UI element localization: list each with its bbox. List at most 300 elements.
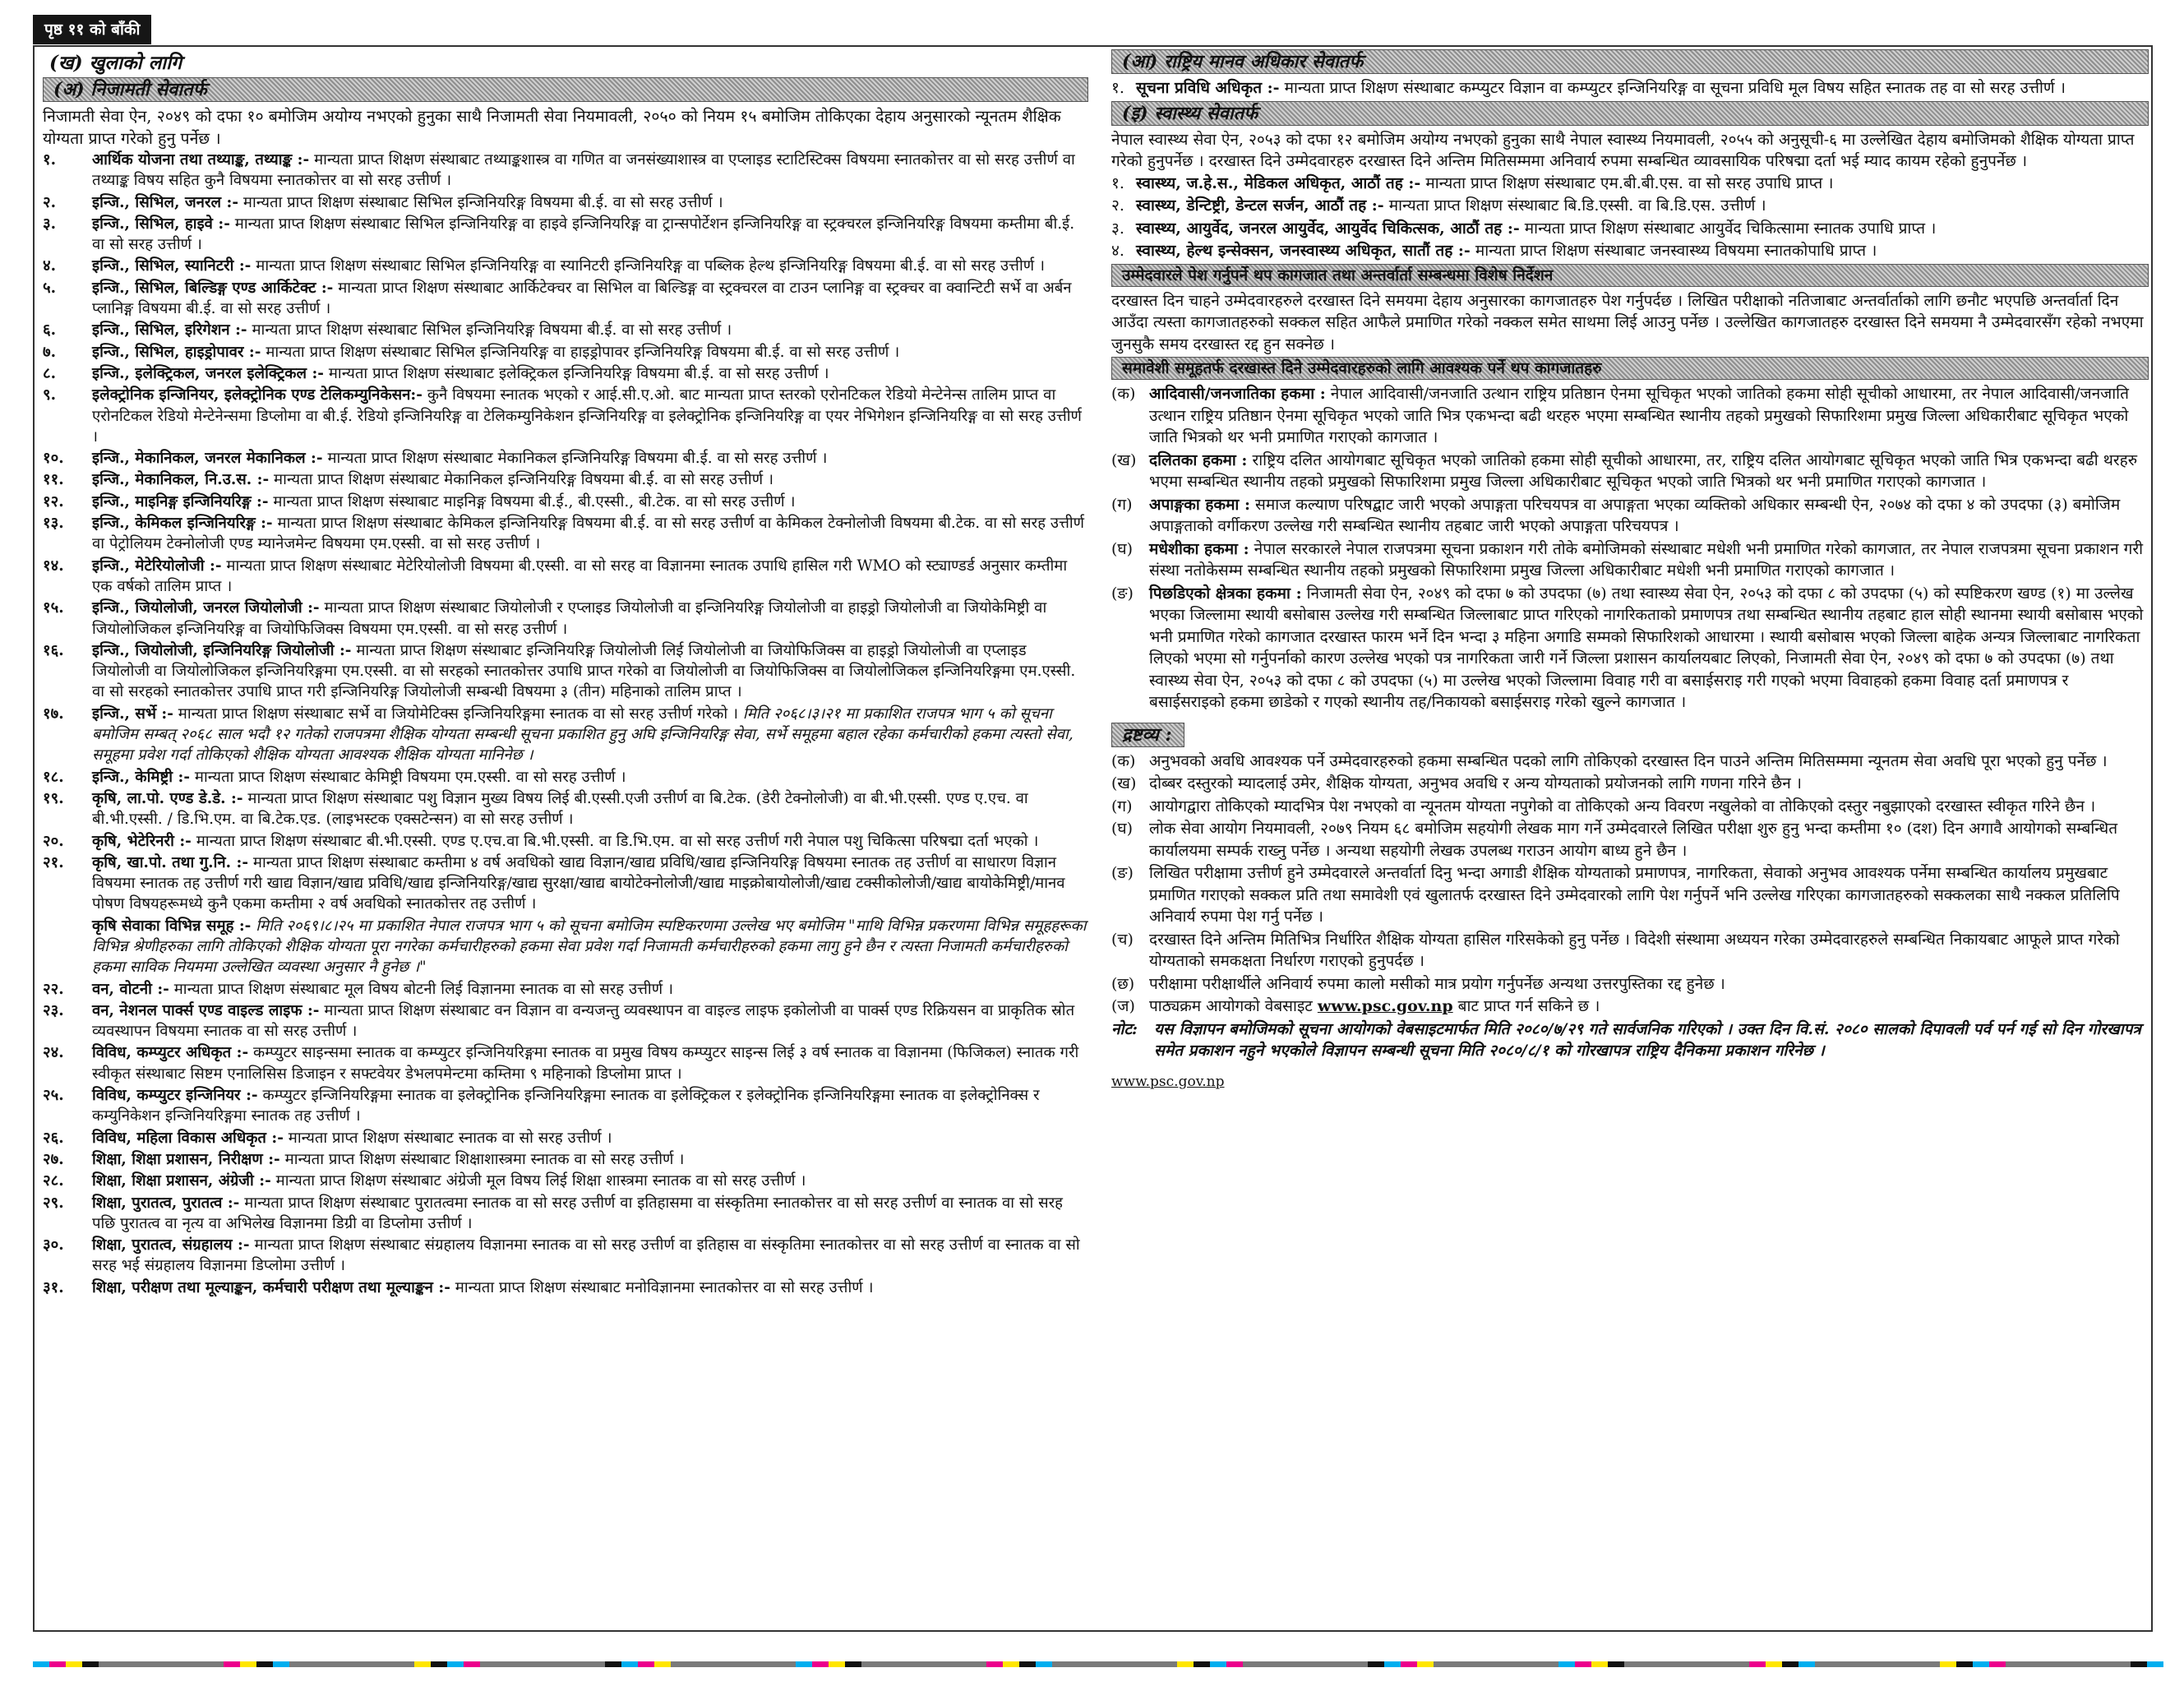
health-item-number: २. — [1111, 196, 1124, 215]
qualification-item-text — [92, 788, 1088, 830]
inclusive-item — [1111, 383, 2149, 449]
color-swatch — [621, 1661, 638, 1667]
color-swatch — [1956, 1661, 1973, 1667]
qualification-item-number: ८. — [43, 364, 57, 382]
qualification-item-description: मान्यता प्राप्त शिक्षण संस्थाबाट तथ्याङ्कशास्त्र वा गणित वा जनसंख्याशास्त्र वा एप्लाइड स्टाटिस्टिक्स विषयमा स्नातकोत्तर वा सो सरह उत्तीर्ण वा तथ्याङ्क विषय सहित कुनै विषयमा स्नातकोत्तर वा सो सरह उत्तीर्ण । — [92, 151, 1075, 190]
color-swatch — [2147, 1661, 2163, 1667]
inclusive-item-text — [1149, 494, 2149, 538]
health-item-title: स्वास्थ्य, आयुर्वेद, जनरल आयुर्वेद, आयुर्वेद चिकित्सक, आठौं तह :- — [1136, 219, 1520, 238]
health-item-text — [1136, 240, 2149, 262]
qualification-list — [43, 150, 1088, 1298]
qualification-item-text — [92, 1085, 1088, 1127]
qualification-item-description: मान्यता प्राप्त शिक्षण संस्थाबाट सिभिल इन्जिनियरिङ्ग विषयमा बी.ई. वा सो सरह उत्तीर्ण । — [238, 193, 723, 211]
color-swatch — [256, 1661, 273, 1667]
note-item — [1111, 996, 2149, 1018]
health-item-text — [1136, 218, 2149, 240]
final-note-label: नोट: — [1111, 1019, 1138, 1038]
note-item-description: आयोगद्वारा तोकिएको म्यादभित्र पेश नभएको वा न्यूनतम योग्यता नपुगेको वा तोकिएको अन्य विवरण नखुलेको वा तोकिएको दस्तुर नबुझाएको दरखास्त स्वीकृत गरिने छैन । — [1149, 797, 2096, 815]
health-intro: नेपाल स्वास्थ्य सेवा ऐन, २०५३ को दफा १२ बमोजिम अयोग्य नभएको हुनुका साथै नेपाल स्वास्थ्य नियमावली, २०५५ को अनुसूची-६ मा उल्लेखित देहाय बमोजिमको शैक्षिक योग्यता प्राप्त गरेको हुनुपर्नेछ । दरखास्त दिने उम्मेदवारहरु दरखास्त दिने अन्तिम मितिसम्ममा अनिवार्य रुपमा सम्बन्धित व्यावसायिक परिषद्मा दर्ता भई म्याद कायम रहेको हुनुपर्नेछ । — [1111, 130, 2135, 170]
health-item — [1111, 173, 2149, 195]
color-bar-base — [33, 1661, 2154, 1667]
human-rights-item-number: १. — [1111, 79, 1124, 97]
qualification-item-number: २१. — [43, 853, 64, 871]
color-swatch — [1226, 1661, 1243, 1667]
qualification-item-title: विविध, कम्प्युटर अधिकृत :- — [92, 1044, 249, 1062]
qualification-item — [43, 1085, 1088, 1127]
note-item-text — [1149, 996, 2149, 1018]
qualification-item-title: कृषि, ला.पो. एण्ड डे.डे. :- — [92, 789, 243, 807]
color-swatch — [605, 1661, 621, 1667]
inclusive-item-title: मधेशीका हकमा : — [1149, 539, 1249, 558]
qualification-item — [43, 1235, 1088, 1277]
footer-website-link[interactable]: www.psc.gov.np — [1111, 1073, 1225, 1090]
qualification-item-text — [92, 598, 1088, 640]
inclusive-item-title: अपाङ्गका हकमा : — [1149, 495, 1250, 514]
health-item — [1111, 195, 2149, 217]
qualification-item — [43, 640, 1088, 703]
health-list — [1111, 173, 2149, 262]
qualification-item-title: इन्जि., सिभिल, जनरल :- — [92, 193, 239, 211]
qualification-item-description: मान्यता प्राप्त शिक्षण संस्थाबाट मेकानिकल इन्जिनियरिङ्ग विषयमा बी.ई. वा सो सरह उत्तीर्ण । — [322, 450, 828, 468]
health-item-number: ४. — [1111, 242, 1124, 260]
documents-instruction-text: दरखास्त दिन चाहने उम्मेदवारहरुले दरखास्त दिने समयमा देहाय अनुसारका कागजातहरु पेश गर्नुपर्दछ । लिखित परीक्षाको नतिजाबाट अन्तर्वार्ताको लागि छनौट भएपछि अन्तर्वार्ता दिन आउँदा त्यस्ता कागजातहरुको सक्कल सहित आफैले प्रमाणित गरेको नक्कल समेत साथमा लिई आउनु पर्नेछ । उल्लेखित कागजातहरु दरखास्त दिने समयमा नै उम्मेदवारसँग रहेको नभएमा जुनसुकै समय दरखास्त रद्द हुन सक्नेछ । — [1111, 291, 2144, 353]
qualification-item — [43, 767, 1088, 788]
note-item-text — [1149, 818, 2149, 862]
qualification-item-text — [92, 1000, 1088, 1042]
qualification-item — [43, 1000, 1088, 1042]
note-item-text — [1149, 929, 2149, 973]
qualification-item-number: २८. — [43, 1172, 64, 1190]
qualification-item — [43, 556, 1088, 598]
qualification-item-title: शिक्षा, शिक्षा प्रशासन, अंग्रेजी :- — [92, 1172, 271, 1190]
qualification-item — [43, 385, 1088, 447]
qualification-item-title: इन्जि., माइनिङ्ग इन्जिनियरिङ्ग :- — [92, 492, 269, 511]
qualification-item-description: मान्यता प्राप्त शिक्षण संस्थाबाट मेकानिकल इन्जिनियरिङ्ग विषयमा बी.ई. वा सो सरह उत्तीर्ण । — [269, 471, 773, 489]
qualification-item-text — [92, 385, 1088, 447]
human-rights-section-title: (आ) राष्ट्रिय मानव अधिकार सेवातर्फ — [1111, 49, 2149, 74]
qualification-item-number: ७. — [43, 343, 57, 361]
qualification-item-text — [92, 852, 1088, 915]
note-item-description: परीक्षामा परीक्षार्थीले अनिवार्य रुपमा कालो मसीको मात्र प्रयोग गर्नुपर्नेछ अन्यथा उत्तरपुस्तिका रद्द हुनेछ । — [1149, 974, 1725, 993]
qualification-item-text — [92, 640, 1088, 703]
qualification-item-text — [92, 448, 1088, 469]
final-note — [1111, 1019, 2149, 1062]
note-item — [1111, 862, 2149, 928]
qualification-item — [43, 278, 1088, 320]
qualification-item — [43, 342, 1088, 363]
note-item-number: (ख) — [1111, 774, 1137, 792]
qualification-item-number: ३. — [43, 215, 57, 233]
color-swatch — [1177, 1661, 1194, 1667]
qualification-item — [43, 788, 1088, 830]
qualification-item-title: शिक्षा, पुरातत्व, पुरातत्व :- — [92, 1194, 240, 1212]
note-item — [1111, 973, 2149, 996]
note-item-number: (ज) — [1111, 997, 1135, 1015]
health-item-description: मान्यता प्राप्त शिक्षण संस्थाबाट बि.डि.एस्सी. वा बि.डि.एस. उत्तीर्ण । — [1383, 196, 1766, 215]
color-swatch — [33, 1661, 49, 1667]
color-swatch — [1401, 1661, 1417, 1667]
right-column — [1111, 48, 2149, 1628]
color-swatch — [1973, 1661, 1989, 1667]
qualification-item — [43, 979, 1088, 1000]
note-item-number: (छ) — [1111, 974, 1135, 993]
qualification-item-title: वन, वोटनी :- — [92, 980, 169, 998]
inclusive-item-number: (घ) — [1111, 539, 1134, 558]
color-swatch — [845, 1661, 861, 1667]
qualification-item-description: मान्यता प्राप्त शिक्षण संस्थाबाट इन्जिनियरिङ्ग जियोलोजी लिई जियोलोजी वा जियोफिजिक्स वा हाइड्रो जियोलोजी वा एप्लाइड जियोलोजी वा जियोलोजिकल इन्जिनियरिङ्गमा एम.एस्सी. वा सो सरहको स्नातकोत्तर उपाधि प्राप्त गरेको वा जियोलोजी वा जियोफिजिक्स वा जियोलोजिकल इन्जिनियरिङ्गमा एम.एस्सी. वा सो सरहको स्नातकोत्तर उपाधि प्राप्त गरी इन्जिनियरिङ्ग जियोलोजी सम्बन्धी विषयमा ३ (तीन) महिनाको तालिम प्राप्त । — [92, 641, 1076, 701]
inclusive-item-title: दलितका हकमा : — [1149, 450, 1248, 469]
qualification-item — [43, 256, 1088, 276]
color-swatch — [1003, 1661, 1019, 1667]
qualification-item-description: कम्प्युटर इन्जिनियरिङ्गमा स्नातक वा इलेक्ट्रोनिक इन्जिनियरिङ्गमा स्नातक वा इलेक्ट्रिकल र इलेक्ट्रोनिक इन्जिनियरिङ्गमा स्नातक वा इलेक्ट्रोनिक्स र कम्युनिकेशन इन्जिनियरिङ्गमा स्नातक तह उत्तीर्ण । — [92, 1087, 1040, 1125]
color-swatch — [1798, 1661, 1815, 1667]
qualification-item-number — [43, 916, 92, 978]
color-swatch — [829, 1661, 845, 1667]
qualification-item-title: इन्जि., सिभिल, हाइवे :- — [92, 215, 230, 233]
inclusive-item-description: समाज कल्याण परिषद्बाट जारी भएको अपाङ्गता परिचयपत्र वा अपाङ्गता भएका व्यक्तिको अधिकार सम्बन्धी ऐन, २०७४ को दफा ४ को उपदफा (३) बमोजिम अपाङ्गताको वर्गीकरण उल्लेख गरी सम्बन्धित स्थानीय तहबाट जारी भएको अपाङ्गता परिचयपत्र । — [1149, 495, 2121, 535]
qualification-item-text — [92, 192, 1088, 213]
inclusive-item-text — [1149, 583, 2149, 714]
qualification-item-title: इन्जि., सिभिल, इरिगेशन :- — [92, 321, 247, 340]
qualification-item-text — [92, 278, 1088, 320]
qualification-item-number: १३. — [43, 515, 64, 533]
qualification-item-description: मान्यता प्राप्त शिक्षण संस्थाबाट वन विज्ञान वा वन्यजन्तु व्यवस्थापन वा वाइल्ड लाइफ इकोलोजी वा पार्क्स एण्ड रिक्रियसन वा प्राकृतिक स्रोत व्यवस्थापन विषयमा स्नातक वा सो सरह उत्तीर्ण । — [92, 1001, 1075, 1041]
color-swatch — [66, 1661, 82, 1667]
qualification-item-title: कृषि, खा.पो. तथा गु.नि. :- — [92, 853, 249, 871]
qualification-item-title: इन्जि., इलेक्ट्रिकल, जनरल इलेक्ट्रिकल :- — [92, 364, 324, 382]
health-item — [1111, 218, 2149, 240]
print-color-bar — [33, 1661, 2154, 1667]
inclusive-item-description: राष्ट्रिय दलित आयोगबाट सूचिकृत भएको जातिको हकमा सोही सूचीको आधारमा, तर, राष्ट्रिय दलित आयोगबाट सूचिकृत भएको जाति भित्र एकभन्दा बढी थरहरु भएमा सम्बन्धित स्थानीय तहको प्रमुखको सिफारिशमा प्रमुख जिल्ला अधिकारीबाट सूचिकृत भएको जाति भित्रको थर भनी प्रमाणित गराएको कागजात । — [1149, 450, 2138, 491]
qualification-item-description: कम्प्युटर साइन्समा स्नातक वा कम्प्युटर इन्जिनियरिङ्गमा स्नातक वा प्रमुख विषय कम्प्युटर साइन्स लिई ३ वर्ष स्नातक वा विज्ञानमा (फिजिकल) स्नातक गरी स्वीकृत संस्थाबाट सिष्टम एनालिसिस डिजाइन र सफ्टवेयर डेभलपमेन्टमा कम्तिमा ९ महिनाको डिप्लोमा प्राप्त । — [92, 1044, 1079, 1083]
qualification-item-description: मान्यता प्राप्त शिक्षण संस्थाबाट मेटेरियोलोजी विषयमा बी.एस्सी. वा सो सरह वा विज्ञानमा स्नातक उपाधि हासिल गरी WMO को स्ट्याण्डर्ड अनुसार कम्तीमा एक वर्षको तालिम प्राप्त । — [92, 557, 1068, 595]
qualification-item-text — [92, 320, 1088, 340]
qualification-item — [43, 1277, 1088, 1298]
human-rights-item-description: मान्यता प्राप्त शिक्षण संस्थाबाट कम्प्युटर विज्ञान वा कम्प्युटर इन्जिनियरिङ्ग वा सूचना प्रविधि मूल विषय सहित स्नातक तह वा सो सरह उत्तीर्ण । — [1279, 79, 2066, 97]
inclusive-item-description: नेपाल सरकारले नेपाल राजपत्रमा सूचना प्रकाशन गरी तोके बमोजिमको संस्थाबाट मधेशी भनी प्रमाणित गरेको कागजात, तर नेपाल राजपत्रमा सूचना प्रकाशन गरी संस्था नतोकेसम्म सम्बन्धित स्थानीय तहको प्रमुखको सिफारिशमा प्रमुख जिल्ला अधिकारीबाट मधेशी भनी प्रमाणित गराएको कागजात । — [1149, 539, 2144, 580]
qualification-item-text — [92, 1193, 1088, 1235]
qualification-item-title: कृषि, भेटेरिनरी :- — [92, 832, 192, 850]
health-section-title: (इ) स्वास्थ्य सेवातर्फ — [1111, 101, 2149, 126]
health-item-number: १. — [1111, 173, 1124, 192]
inclusive-item-number: (ग) — [1111, 495, 1133, 514]
qualification-item-description: मान्यता प्राप्त शिक्षण संस्थाबाट सिभिल इन्जिनियरिङ्ग वा स्यानिटरी इन्जिनियरिङ्ग वा पब्लिक हेल्थ इन्जिनियरिङ्ग विषयमा बी.ई. वा सो सरह उत्तीर्ण । — [251, 257, 1046, 275]
qualification-item-number: २. — [43, 193, 57, 211]
note-item-number: (घ) — [1111, 820, 1134, 838]
qualification-item-description: मान्यता प्राप्त शिक्षण संस्थाबाट आर्किटेक्चर वा सिभिल वा बिल्डिङ्ग वा स्ट्रक्चरल वा टाउन प्लानिङ्ग वा स्ट्रक्चर वा क्वान्टिटी सर्भे वा अर्बन प्लानिङ्ग विषयमा बी.ई. वा सो सरह उत्तीर्ण । — [92, 279, 1072, 318]
qualification-item-number: २६. — [43, 1129, 64, 1147]
qualification-item-title: इन्जि., मेकानिकल, जनरल मेकानिकल :- — [92, 450, 323, 468]
color-swatch — [224, 1661, 240, 1667]
qualification-item-title: इन्जि., सर्भे :- — [92, 705, 173, 723]
color-swatch — [1417, 1661, 1434, 1667]
note-item-description: लिखित परीक्षामा उत्तीर्ण हुने उम्मेदवारले अन्तर्वार्ता दिनु भन्दा अगाडी शैक्षिक योग्यताको प्रमाणपत्र, नागरिकता, सेवाको अनुभव आवश्यक पर्नेमा सम्बन्धित कार्यालय प्रमुखबाट प्रमाणित गराएको सक्कल प्रति तथा समावेशी एवं खुलातर्फ दरखास्त दिने उम्मेदवारको लागि पेश गर्नुपर्ने भनि उल्लेख गरिएका कागजातहरुको सक्कलका साथै नक्कल प्रतिलिपि अनिवार्य रुपमा पेश गर्नु पर्नेछ । — [1149, 864, 2120, 926]
qualification-item — [43, 916, 1088, 978]
qualification-item-number: १. — [43, 151, 57, 169]
qualification-item — [43, 214, 1088, 256]
qualification-item-text — [92, 979, 1088, 1000]
qualification-item-description: मान्यता प्राप्त शिक्षण संस्थाबाट केमिकल इन्जिनियरिङ्ग विषयमा बी.ई. वा सो सरह उत्तीर्ण वा केमिकल टेक्नोलोजी विषयमा बी.टेक. वा सो सरह उत्तीर्ण वा पेट्रोलियम टेक्नोलोजी एण्ड म्यानेजमेन्ट विषयमा एम.एस्सी. वा सो सरह उत्तीर्ण । — [92, 515, 1085, 553]
qualification-item — [43, 704, 1088, 766]
color-swatch — [82, 1661, 99, 1667]
color-swatch — [1989, 1661, 2006, 1667]
qualification-item-description: कुनै विषयमा स्नातक भएको र आई.सी.ए.ओ. बाट मान्यता प्राप्त स्तरको एरोनटिकल रेडियो मेन्टेनेन्स तालिम प्राप्त वा एरोनटिकल रेडियो मेन्टेनेन्समा डिप्लोमा वा बी.ई. रेडियो इन्जिनियरिङ्ग वा टेलिकम्युनिकेशन इन्जिनियरिङ्ग वा इलेक्ट्रोनिक इन्जिनियरिङ्ग वा एयर नेभिगेशन इन्जिनियरिङ्ग वा सो सरह उत्तीर्ण । — [92, 386, 1082, 446]
note-item-description: दरखास्त दिने अन्तिम मितिभित्र निर्धारित शैक्षिक योग्यता हासिल गरिसकेको हुनु पर्नेछ । विदेशी संस्थामा अध्ययन गरेका उम्मेदवारहरुले सम्बन्धित निकायबाट आफूले प्राप्त गरेको योग्यताको समकक्षता निर्धारण गराएको हुनुपर्दछ । — [1149, 930, 2120, 970]
qualification-item-description: मान्यता प्राप्त शिक्षण संस्थाबाट सर्भे वा जियोमेटिक्स इन्जिनियरिङ्गमा स्नातक वा सो सरह उत्तीर्ण गरेको । — [173, 705, 739, 723]
qualification-item — [43, 513, 1088, 555]
qualification-item-number: २४. — [43, 1044, 64, 1062]
qualification-item-title: शिक्षा, शिक्षा प्रशासन, निरीक्षण :- — [92, 1150, 280, 1168]
qualification-item-number: १०. — [43, 450, 64, 468]
inclusive-documents-list — [1111, 383, 2149, 714]
page-continuation-tag: पृष्ठ ११ को बाँकी — [33, 15, 151, 44]
color-swatch — [638, 1661, 654, 1667]
color-swatch — [447, 1661, 464, 1667]
qualification-item-text — [92, 831, 1088, 852]
inclusive-item — [1111, 450, 2149, 493]
health-item-number: ३. — [1111, 219, 1124, 238]
color-swatch — [986, 1661, 1003, 1667]
qualification-item-description: मान्यता प्राप्त शिक्षण संस्थाबाट केमिष्ट्री विषयमा एम.एस्सी. वा सो सरह उत्तीर्ण । — [190, 768, 626, 786]
color-swatch — [1940, 1661, 1956, 1667]
note-item-number: (च) — [1111, 930, 1134, 949]
qualification-item-description: मान्यता प्राप्त शिक्षण संस्थाबाट सिभिल इन्जिनियरिङ्ग विषयमा बी.ई. वा सो सरह उत्तीर्ण । — [247, 321, 732, 340]
qualification-item-text — [92, 513, 1088, 555]
inclusive-item — [1111, 538, 2149, 582]
note-item-description: पाठ्यक्रम आयोगको वेबसाइट — [1149, 997, 1318, 1015]
health-item-text — [1136, 195, 2149, 217]
qualification-item-title: इन्जि., सिभिल, स्यानिटरी :- — [92, 257, 252, 275]
qualification-item-number: ११. — [43, 471, 64, 489]
qualification-item-title: शिक्षा, पुरातत्व, संग्रहालय :- — [92, 1236, 250, 1254]
qualification-item-description: मान्यता प्राप्त शिक्षण संस्थाबाट अंग्रेजी मूल विषय लिई शिक्षा शास्त्रमा स्नातक वा सो सरह उत्तीर्ण । — [270, 1172, 806, 1190]
color-swatch — [464, 1661, 480, 1667]
qualification-item-title: आर्थिक योजना तथा तथ्याङ्क, तथ्याङ्क :- — [92, 151, 310, 169]
note-item-text — [1149, 751, 2149, 773]
qualification-item-title: इन्जि., जियोलोजी, जनरल जियोलोजी :- — [92, 599, 320, 617]
inclusive-item-description: निजामती सेवा ऐन, २०४९ को दफा ७ को उपदफा (७) तथा स्वास्थ्य सेवा ऐन, २०५३ को दफा ८ को उपदफा (५) को स्पष्टिकरण खण्ड (१) मा उल्लेख भएका जिल्लामा स्थायी बसोबास उल्लेख गरी सम्बन्धित जिल्लाबाट प्राप्त गरिएको नागरिकताको प्रमाणपत्र तथा सम्बन्धित स्थानीय तहबाट हाल सोही स्थानमा स्थायी बसोबास भएको भनी प्रमाणित गरेको कागजात दरखास्त फारम भर्ने दिन भन्दा ३ महिना अगाडि सम्मको सिफारिशको आधारमा । स्थायी बसोबास भएको जिल्ला बाहेक अन्यत्र जिल्लाबाट नागरिकता लिएको भएमा सो गर्नुपर्नाको कारण उल्लेख भएको पत्र नागरिकता जारी गर्ने जिल्ला प्रशासन कार्यालयबाट लिएको, निजामती सेवा ऐन, २०४९ को दफा ७ को उपदफा (७) तथा स्वास्थ्य सेवा ऐन, २०५३ को दफा ८ को उपदफा (५) मा उल्लेख भएको जिल्लामा विवाह गरी वा बसाईसराइ गरी गएको भएमा विवाहको हकमा विवाह दर्ता प्रमाणपत्र र बसाईसराइको हकमा छाडेको र गएको स्थानीय तह/निकायको बसाईसराइ गरेको खुल्ने कागजात । — [1149, 584, 2144, 711]
color-swatch — [1782, 1661, 1798, 1667]
qualification-item-text — [92, 363, 1088, 384]
qualification-item-title: इन्जि., मेकानिकल, नि.उ.स. :- — [92, 471, 270, 489]
qualification-item-number: ५. — [43, 279, 57, 297]
qualification-item-title: विविध, कम्प्युटर इन्जिनियर :- — [92, 1087, 258, 1105]
qualification-item-description: मान्यता प्राप्त शिक्षण संस्थाबाट मूल विषय बोटनी लिई विज्ञानमा स्नातक वा सो सरह उत्तीर्ण । — [169, 980, 673, 998]
qualification-item-text — [92, 1235, 1088, 1277]
qualification-item-description: मान्यता प्राप्त शिक्षण संस्थाबाट बी.भी.एस्सी. एण्ड ए.एच.वा बि.भी.एस्सी. वा डि.भि.एम. वा सो सरह उत्तीर्ण गरी नेपाल पशु चिकित्सा परिषद्मा दर्ता भएको । — [191, 832, 1039, 850]
note-item-description: लोक सेवा आयोग नियमावली, २०७९ नियम ६८ बमोजिम सहयोगी लेखक माग गर्ने उम्मेदवारले लिखित परीक्षा शुरु हुनु भन्दा कम्तीमा १० (दश) दिन अगावै आयोगको सम्बन्धित कार्यालयमा सम्पर्क राख्नु पर्नेछ । अन्यथा सहयोगी लेखक उपलब्ध गराउन आयोग बाध्य हुने छैन । — [1149, 820, 2118, 860]
note-item — [1111, 818, 2149, 862]
qualification-item-description: मान्यता प्राप्त शिक्षण संस्थाबाट पशु विज्ञान मुख्य विषय लिई बी.एस्सी.एजी उत्तीर्ण वा बि.टेक. (डेरी टेक्नोलोजी) वा बी.भी.एस्सी. एण्ड ए.एच. वा बी.भी.एस्सी. / डि.भि.एम. वा बि.टेक.एड. (लाइभस्टक एक्सटेन्सन) वा सो सरह उत्तीर्ण । — [92, 789, 1028, 829]
color-swatch — [1368, 1661, 1384, 1667]
civil-service-intro: निजामती सेवा ऐन, २०४९ को दफा १० बमोजिम अयोग्य नभएको हुनुका साथै निजामती सेवा नियमावली, २०५० को नियम १५ बमोजिम तोकिएका देहाय अनुसारको न्यूनतम शैक्षिक योग्यता प्राप्त गरेको हुनु पर्नेछ । — [43, 107, 1061, 148]
documents-instruction-title: उम्मेदवारले पेश गर्नुपर्ने थप कागजात तथा अन्तर्वार्ता सम्बन्धमा विशेष निर्देशन — [1111, 264, 2149, 287]
qualification-item-text — [92, 469, 1088, 490]
health-item-title: स्वास्थ्य, ज.हे.स., मेडिकल अधिकृत, आठौं तह :- — [1136, 173, 1421, 192]
qualification-item-title: इन्जि., मेटेरियोलोजी :- — [92, 557, 222, 575]
color-swatch — [796, 1661, 812, 1667]
notes-title: द्रष्टव्य : — [1111, 723, 1184, 747]
note-item-tail: बाट प्राप्त गर्न सकिने छ । — [1452, 997, 1600, 1015]
qualification-item-number: ३१. — [43, 1278, 64, 1296]
human-rights-item-text — [1136, 77, 2149, 99]
qualification-item-description: मान्यता प्राप्त शिक्षण संस्थाबाट माइनिङ्ग विषयमा बी.ई., बी.एस्सी., बी.टेक. वा सो सरह उत्तीर्ण । — [268, 492, 796, 511]
qualification-item-title: इन्जि., सिभिल, हाइड्रोपावर :- — [92, 343, 261, 361]
color-swatch — [812, 1661, 829, 1667]
health-item-description: मान्यता प्राप्त शिक्षण संस्थाबाट जनस्वास्थ्य विषयमा स्नातकोपाधि प्राप्त । — [1470, 242, 1877, 260]
color-swatch — [2131, 1661, 2147, 1667]
color-swatch — [1384, 1661, 1401, 1667]
qualification-item-number: ९. — [43, 386, 57, 404]
qualification-item-number: १४. — [43, 557, 64, 575]
color-swatch — [1019, 1661, 1036, 1667]
qualification-item-note: मिति २०६९।८।२५ मा प्रकाशित नेपाल राजपत्र भाग ५ को सूचना बमोजिम स्पष्टिकरणमा उल्लेख भए बमोजिम "माथि विभिन्न प्रकरणमा विभिन्न समूहहरूका विभिन्न श्रेणीहरुका लागि तोकिएको शैक्षिक योग्यता पूरा नगरेका कर्मचारीहरुको हकमा सेवा प्रवेश गर्दा निजामती कर्मचारीहरुको हकमा लागु हुने छैन र त्यस्ता निजामती कर्मचारीहरुको हकमा साविक नियममा उल्लेखित व्यवस्था अनुसार नै हुनेछ ।" — [92, 917, 1087, 977]
color-swatch — [1194, 1661, 1210, 1667]
health-item-text — [1136, 173, 2149, 195]
note-item — [1111, 929, 2149, 973]
inclusive-item-text — [1149, 383, 2149, 449]
qualification-item-number: १८. — [43, 768, 64, 786]
color-swatch — [1036, 1661, 1052, 1667]
note-item-text — [1149, 973, 2149, 996]
color-swatch — [1749, 1661, 1766, 1667]
qualification-item-title: शिक्षा, परीक्षण तथा मूल्याङ्कन, कर्मचारी परीक्षण तथा मूल्याङ्कन :- — [92, 1278, 450, 1296]
color-swatch — [1591, 1661, 1608, 1667]
qualification-item-text — [92, 767, 1088, 788]
qualification-item-text — [92, 1171, 1088, 1191]
inclusive-item-number: (ङ) — [1111, 584, 1134, 603]
qualification-item-title: इन्जि., सिभिल, बिल्डिङ्ग एण्ड आर्किटेक्ट :- — [92, 279, 334, 297]
qualification-item-text — [92, 1128, 1088, 1148]
inclusive-item-description: नेपाल आदिवासी/जनजाति उत्थान राष्ट्रिय प्रतिष्ठान ऐनमा सूचिकृत भएको जातिको हकमा सोही सूचीको आधारमा, तर नेपाल आदिवासी/जनजाति उत्थान राष्ट्रिय प्रतिष्ठान ऐनमा सूचिकृत भएको जाति भित्र एकभन्दा बढी थरहरु भएमा सम्बन्धित स्थानीय तहको प्रमुखको सिफारिशमा प्रमुख जिल्ला अधिकारीबाट सूचिकृत भएको जाति भित्रको थर भनी प्रमाणित गराएको कागजात । — [1149, 385, 2129, 446]
qualification-item-title: इन्जि., केमिकल इन्जिनियरिङ्ग :- — [92, 515, 273, 533]
note-item-number: (क) — [1111, 751, 1136, 770]
qualification-item-title: कृषि सेवाका विभिन्न समूह :- — [92, 917, 252, 935]
qualification-item — [43, 1171, 1088, 1191]
human-rights-list — [1111, 77, 2149, 99]
inclusive-item-text — [1149, 538, 2149, 582]
qualification-item — [43, 469, 1088, 490]
color-swatch — [1210, 1661, 1226, 1667]
note-item — [1111, 796, 2149, 818]
notes-list — [1111, 751, 2149, 1018]
note-item-text — [1149, 862, 2149, 928]
qualification-item — [43, 448, 1088, 469]
qualification-item — [43, 150, 1088, 192]
note-item-link[interactable]: www.psc.gov.np — [1317, 997, 1453, 1015]
qualification-item-description: मान्यता प्राप्त शिक्षण संस्थाबाट पुरातत्वमा स्नातक वा सो सरह उत्तीर्ण वा इतिहासमा वा संस्कृतिमा स्नातकोत्तर वा सो सरह उत्तीर्ण वा स्नातक वा सो सरह पछि पुरातत्व वा नृत्य वा अभिलेख विज्ञानमा डिग्री वा डिप्लोमा उत्तीर्ण । — [92, 1194, 1064, 1232]
qualification-item-title: इलेक्ट्रोनिक इन्जिनियर, इलेक्ट्रोनिक एण्ड टेलिकम्युनिकेसन:- — [92, 386, 422, 404]
qualification-item-text — [92, 342, 1088, 363]
qualification-item-title: वन, नेशनल पार्क्स एण्ड वाइल्ड लाइफ :- — [92, 1001, 320, 1019]
left-column — [43, 51, 1088, 1628]
qualification-item-text — [92, 556, 1088, 598]
color-swatch — [49, 1661, 66, 1667]
health-item-description: मान्यता प्राप्त शिक्षण संस्थाबाट आयुर्वेद चिकित्सामा स्नातक उपाधि प्राप्त । — [1519, 219, 1937, 238]
note-item-number: (ङ) — [1111, 864, 1134, 882]
qualification-item-number: १५. — [43, 599, 64, 617]
qualification-item-text — [92, 704, 1088, 766]
inclusive-item — [1111, 583, 2149, 714]
qualification-item-description: मान्यता प्राप्त शिक्षण संस्थाबाट सिभिल इन्जिनियरिङ्ग वा हाइड्रोपावर इन्जिनियरिङ्ग विषयमा बी.ई. वा सो सरह उत्तीर्ण । — [261, 343, 900, 361]
color-swatch — [273, 1661, 289, 1667]
qualification-item-description: मान्यता प्राप्त शिक्षण संस्थाबाट मनोविज्ञानमा स्नातकोत्तर वा सो सरह उत्तीर्ण । — [450, 1278, 874, 1296]
qualification-item — [43, 363, 1088, 384]
note-item — [1111, 773, 2149, 795]
qualification-item-number: १७. — [43, 705, 64, 723]
inclusive-item-number: (ख) — [1111, 450, 1137, 469]
health-item — [1111, 240, 2149, 262]
qualification-item-title: विविध, महिला विकास अधिकृत :- — [92, 1129, 284, 1147]
color-swatch — [240, 1661, 256, 1667]
color-swatch — [654, 1661, 671, 1667]
qualification-item-text — [92, 1277, 1088, 1298]
final-note-text: यस विज्ञापन बमोजिमको सूचना आयोगको वेबसाइटमार्फत मिति २०८०/७/२९ गते सार्वजनिक गरिएको । उक्त दिन वि.सं. २०८० सालको दिपावली पर्व पर्न गई सो दिन गोरखापत्र समेत प्रकाशन नहुने भएकोले विज्ञापन सम्बन्धी सूचना मिति २०८०/८/१ को गोरखापत्र राष्ट्रिय दैनिकमा प्रकाशन गरिनेछ । — [1154, 1019, 2141, 1060]
inclusive-item-number: (क) — [1111, 385, 1136, 403]
qualification-item-description: मान्यता प्राप्त शिक्षण संस्थाबाट शिक्षाशास्त्रमा स्नातक वा सो सरह उत्तीर्ण । — [279, 1150, 685, 1168]
color-swatch — [1558, 1661, 1575, 1667]
inclusive-item — [1111, 494, 2149, 538]
qualification-item-number: २३. — [43, 1001, 64, 1019]
qualification-item — [43, 598, 1088, 640]
qualification-item-number: २०. — [43, 832, 64, 850]
qualification-item — [43, 1042, 1088, 1084]
qualification-item-text — [92, 214, 1088, 256]
qualification-item-number: ३०. — [43, 1236, 64, 1254]
note-item-description: दोब्बर दस्तुरको म्यादलाई उमेर, शैक्षिक योग्यता, अनुभव अवधि र अन्य योग्यताको प्रयोजनको लागि गणना गरिने छैन । — [1149, 774, 1802, 792]
color-swatch — [1575, 1661, 1591, 1667]
inclusive-item-text — [1149, 450, 2149, 493]
qualification-item — [43, 1193, 1088, 1235]
qualification-item — [43, 492, 1088, 512]
note-item-number: (ग) — [1111, 797, 1133, 815]
qualification-item-text — [92, 916, 1088, 978]
qualification-item-description: मान्यता प्राप्त शिक्षण संस्थाबाट संग्रहालय विज्ञानमा स्नातक वा सो सरह उत्तीर्ण वा इतिहास वा संस्कृतिमा स्नातकोत्तर वा सो सरह उत्तीर्ण वा स्नातक वा सो सरह भई संग्रहालय विज्ञानमा डिप्लोमा उत्तीर्ण । — [92, 1236, 1080, 1275]
qualification-item-number: २९. — [43, 1194, 64, 1212]
note-item-text — [1149, 773, 2149, 795]
color-swatch — [1766, 1661, 1782, 1667]
civil-service-section-title: (अ) निजामती सेवातर्फ — [43, 77, 1088, 102]
qualification-item-text — [92, 492, 1088, 512]
qualification-item-description: मान्यता प्राप्त शिक्षण संस्थाबाट स्नातक वा सो सरह उत्तीर्ण । — [283, 1129, 612, 1147]
qualification-item-number: १६. — [43, 641, 64, 659]
human-rights-item-title: सूचना प्रविधि अधिकृत :- — [1136, 79, 1280, 97]
inclusive-item-title: आदिवासी/जनजातिका हकमा : — [1149, 385, 1326, 403]
note-item-text — [1149, 796, 2149, 818]
qualification-item-number: २५. — [43, 1087, 64, 1105]
qualification-item — [43, 192, 1088, 213]
qualification-item-title: इन्जि., केमिष्ट्री :- — [92, 768, 191, 786]
qualification-item — [43, 320, 1088, 340]
health-item-title: स्वास्थ्य, हेल्थ इन्सेक्सन, जनस्वास्थ्य अधिकृत, सातौं तह :- — [1136, 242, 1471, 260]
health-item-description: मान्यता प्राप्त शिक्षण संस्थाबाट एम.बी.बी.एस. वा सो सरह उपाधि प्राप्त । — [1420, 173, 1834, 192]
color-swatch — [431, 1661, 447, 1667]
qualification-item — [43, 852, 1088, 915]
qualification-item-description: मान्यता प्राप्त शिक्षण संस्थाबाट कम्तीमा ४ वर्ष अवधिको खाद्य विज्ञान/खाद्य प्रविधि/खाद्य इन्जिनियरिङ्ग विषयमा स्नातक तह उत्तीर्ण वा साधारण विज्ञान विषयमा स्नातक तह उत्तीर्ण गरी खाद्य विज्ञान/खाद्य प्रविधि/खाद्य इन्जिनियरिङ्ग/खाद्य सुरक्षा/खाद्य बायोटेक्नोलोजी/खाद्य माइक्रोबायोलोजी/खाद्य टक्सीकोलोजी/खाद्य बायोकेमिष्ट्री/मानव पोषण विषयहरूमध्ये कुनै एकमा कम्तीमा २ वर्ष अवधिको स्नातकोत्तर तह उत्तीर्ण । — [92, 853, 1065, 913]
qualification-item-number: ६. — [43, 321, 57, 340]
color-swatch — [1608, 1661, 1624, 1667]
qualification-item-number: १९. — [43, 789, 64, 807]
qualification-item-note: मिति २०६८।३।२१ मा प्रकाशित राजपत्र भाग ५ को सूचना बमोजिम सम्बत् २०६८ साल भदौ १२ गतेको राजपत्रमा शैक्षिक योग्यता सम्बन्धी सूचना प्रकाशित हुनु अघि इन्जिनियरिङ्ग सेवा, सर्भे समूहमा बहाल रहेका कर्मचारीको हकमा त्यस्तो सेवा, समूहमा प्रवेश गर्दा तोकिएको शैक्षिक योग्यता आवश्यक शैक्षिक योग्यता मानिनेछ । — [92, 705, 1074, 765]
qualification-item-description: मान्यता प्राप्त शिक्षण संस्थाबाट इलेक्ट्रिकल इन्जिनियरिङ्ग विषयमा बी.ई. वा सो सरह उत्तीर्ण । — [323, 364, 829, 382]
qualification-item-number: १२. — [43, 492, 64, 511]
qualification-item-title: इन्जि., जियोलोजी, इन्जिनियरिङ्ग जियोलोजी :- — [92, 641, 352, 659]
health-item-title: स्वास्थ्य, डेन्टिष्ट्री, डेन्टल सर्जन, आठौं तह :- — [1136, 196, 1384, 215]
color-swatch — [414, 1661, 431, 1667]
open-competition-heading: (ख) खुलाको लागि — [49, 52, 182, 74]
inclusive-documents-title: समावेशी समूहतर्फ दरखास्त दिने उम्मेदवारहरुको लागि आवश्यक पर्ने थप कागजातहरु — [1111, 357, 2149, 380]
qualification-item — [43, 1149, 1088, 1170]
